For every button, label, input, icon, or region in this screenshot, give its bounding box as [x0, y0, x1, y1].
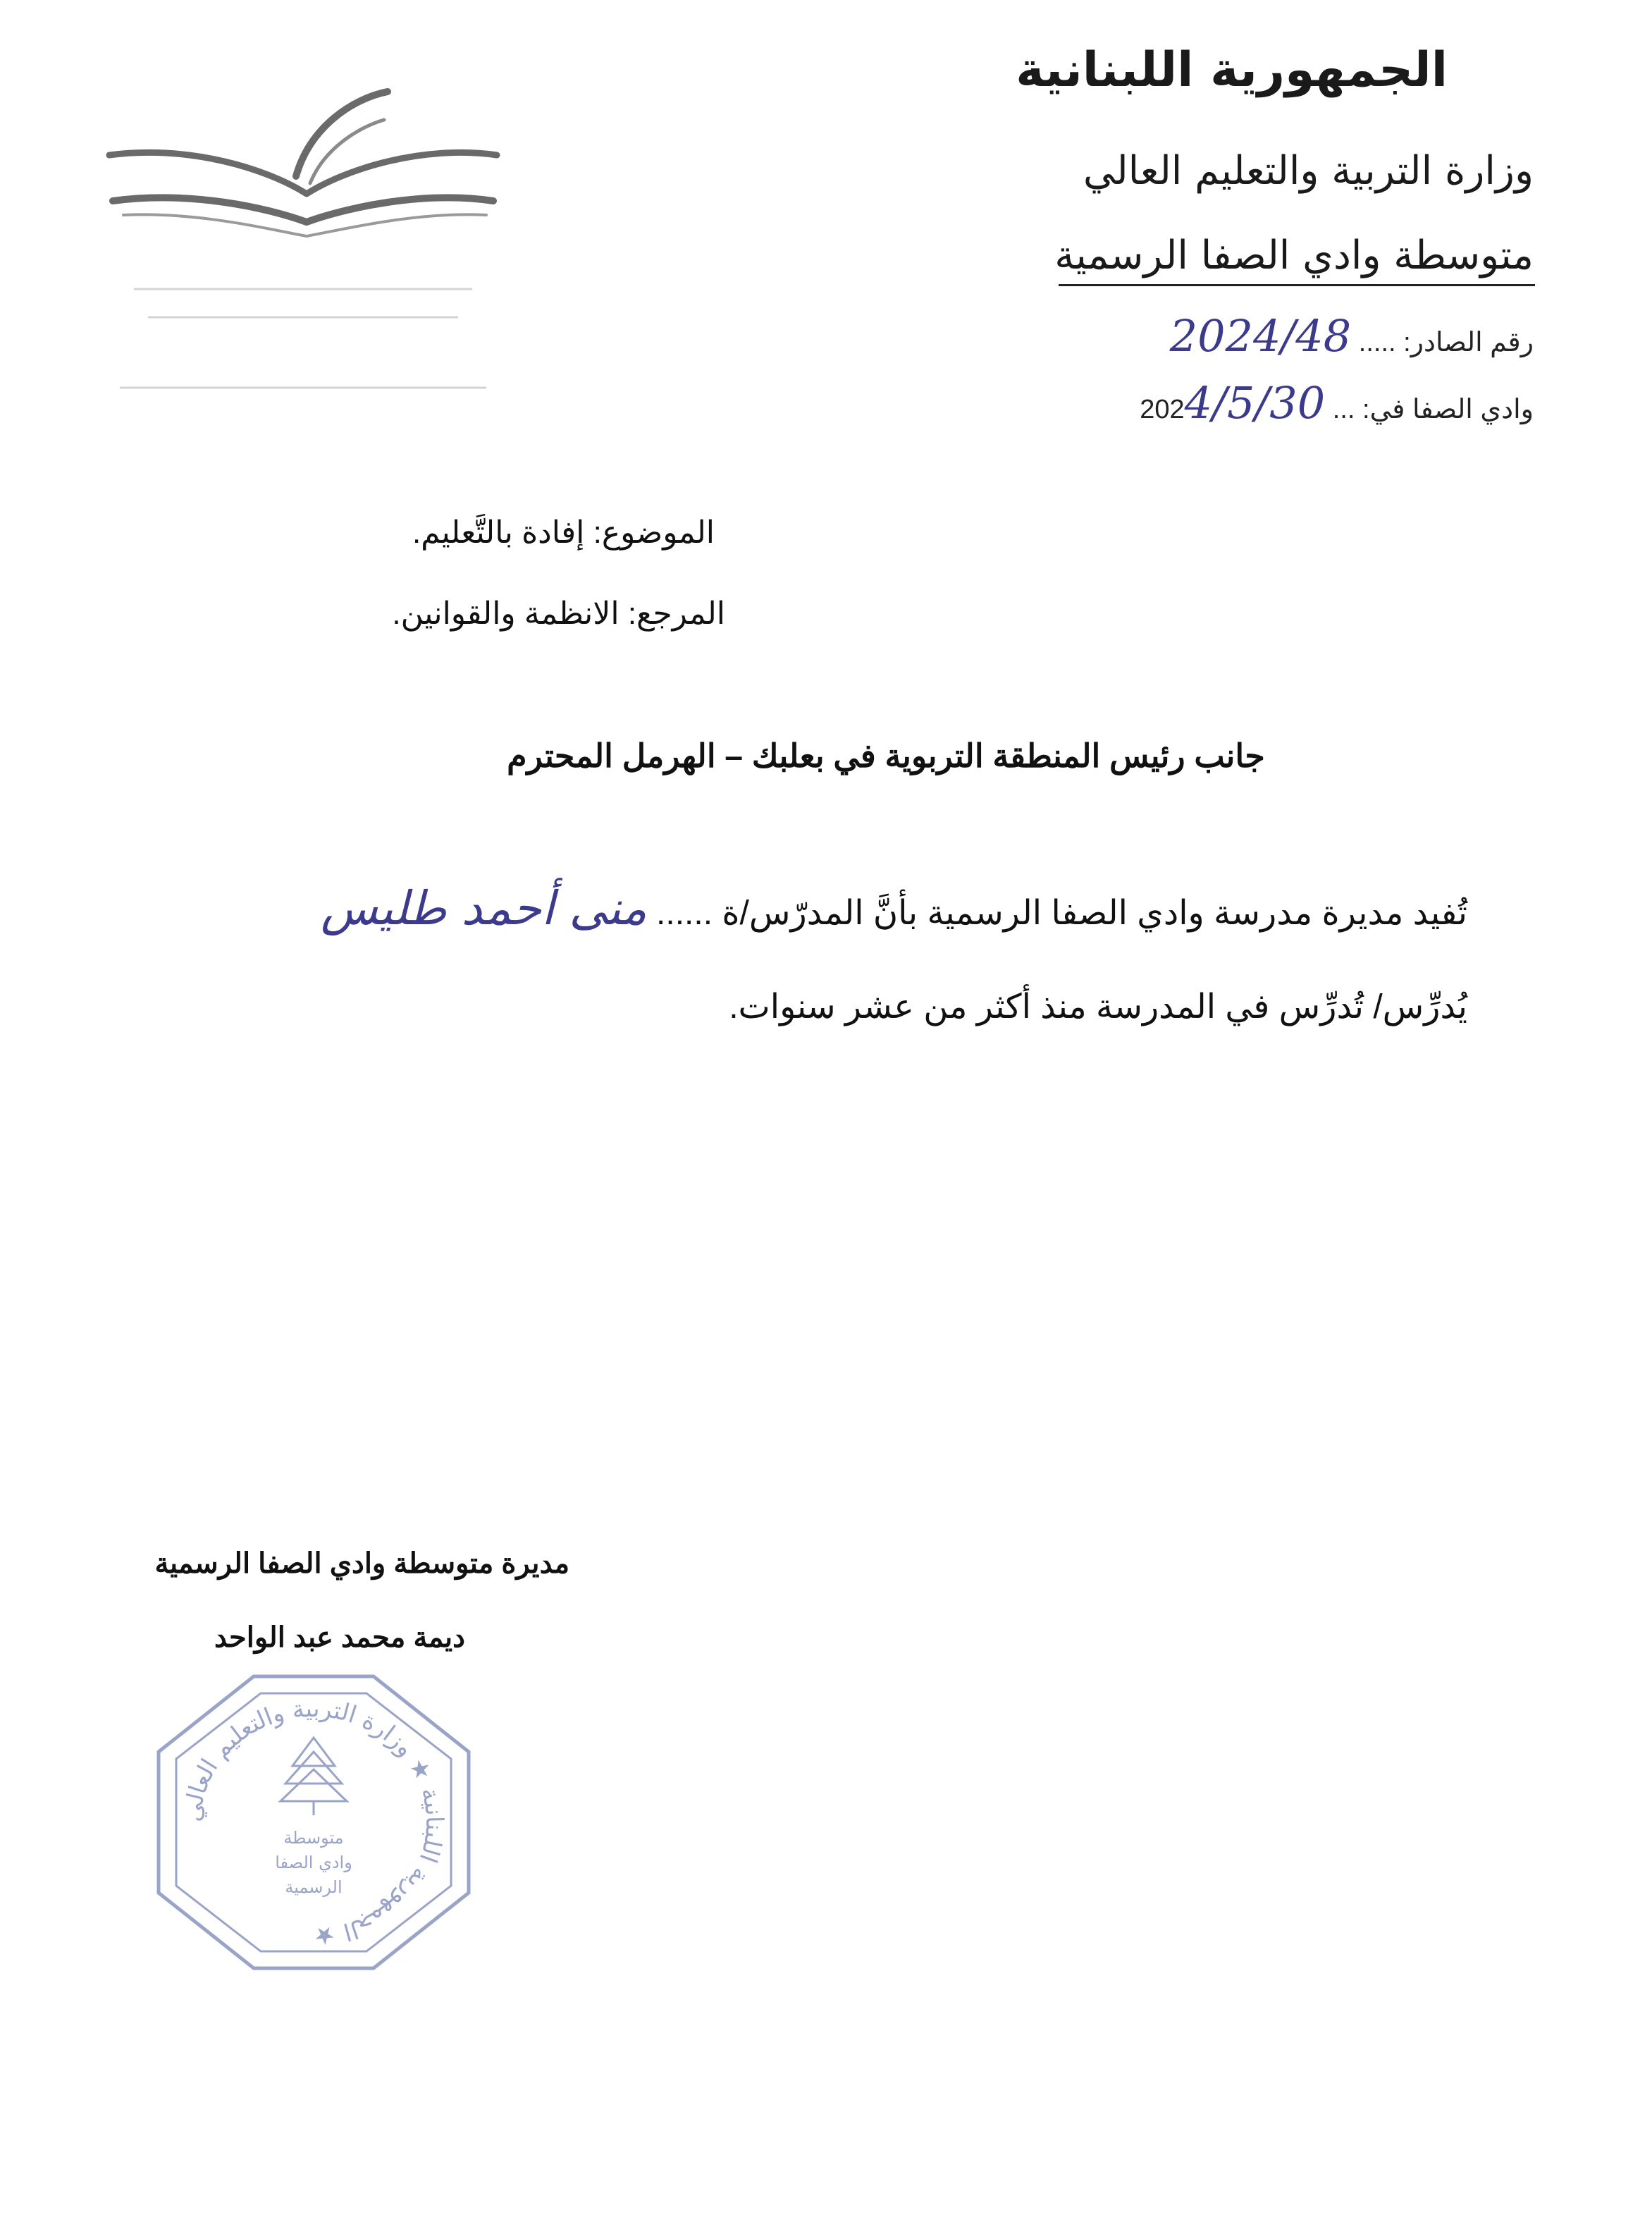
- stamp-center-line-1: متوسطة: [283, 1828, 344, 1848]
- reference-number-label: رقم الصادر:: [1403, 328, 1534, 357]
- stamp-center-line-3: الرسمية: [285, 1877, 343, 1897]
- school-name: متوسطة وادي الصفا الرسمية: [1054, 233, 1534, 278]
- school-name-underline: [1059, 284, 1535, 286]
- official-stamp: [148, 1671, 479, 1974]
- issue-date: وادي الصفا في: ... 2024/5/30: [1140, 377, 1534, 429]
- stamp-center-line-2: وادي الصفا: [275, 1853, 352, 1872]
- reference-number: رقم الصادر: ..... 2024/48: [1169, 310, 1534, 362]
- ministry-name: وزارة التربية والتعليم العالي: [1083, 148, 1534, 194]
- body-line-1-text: تُفيد مديرة مدرسة وادي الصفا الرسمية بأنَّ المدرّس/ة: [722, 895, 1467, 932]
- teacher-name: منى أحمد طليس: [321, 881, 647, 935]
- issue-date-label: وادي الصفا في:: [1362, 395, 1534, 424]
- signatory-title: مديرة متوسطة وادي الصفا الرسمية: [154, 1548, 569, 1579]
- reference-number-value: 2024/48: [1169, 310, 1352, 362]
- svg-text:الجمهورية اللبنانية ★ وزارة ال: [178, 1695, 448, 1951]
- addressee-text: جانب رئيس المنطقة التربوية في بعلبك – الهرمل المحترم: [507, 737, 1265, 774]
- reference-line: المرجع: الانظمة والقوانين.: [392, 596, 725, 631]
- issue-date-prefix: 202: [1140, 395, 1185, 424]
- addressee: [0, 737, 1652, 775]
- stamp-outer-text: الجمهورية اللبنانية ★ وزارة التربية والتعليم العالي ★: [178, 1694, 449, 1951]
- subject-line: الموضوع: إفادة بالتَّعليم.: [412, 515, 715, 550]
- republic-title: الجمهورية اللبنانية: [1016, 42, 1448, 98]
- body-line-2: يُدرِّس/ تُدرِّس في المدرسة منذ أكثر من عشر سنوات.: [729, 988, 1467, 1026]
- ministry-logo: [106, 78, 500, 416]
- issue-date-value: 4/5/30: [1184, 377, 1326, 429]
- cedar-tree-icon: [281, 1738, 347, 1815]
- body-line-1: تُفيد مديرة مدرسة وادي الصفا الرسمية بأنَّ المدرّس/ة ...... منى أحمد طليس: [321, 881, 1467, 935]
- signatory-name: ديمة محمد عبد الواحد: [214, 1622, 465, 1653]
